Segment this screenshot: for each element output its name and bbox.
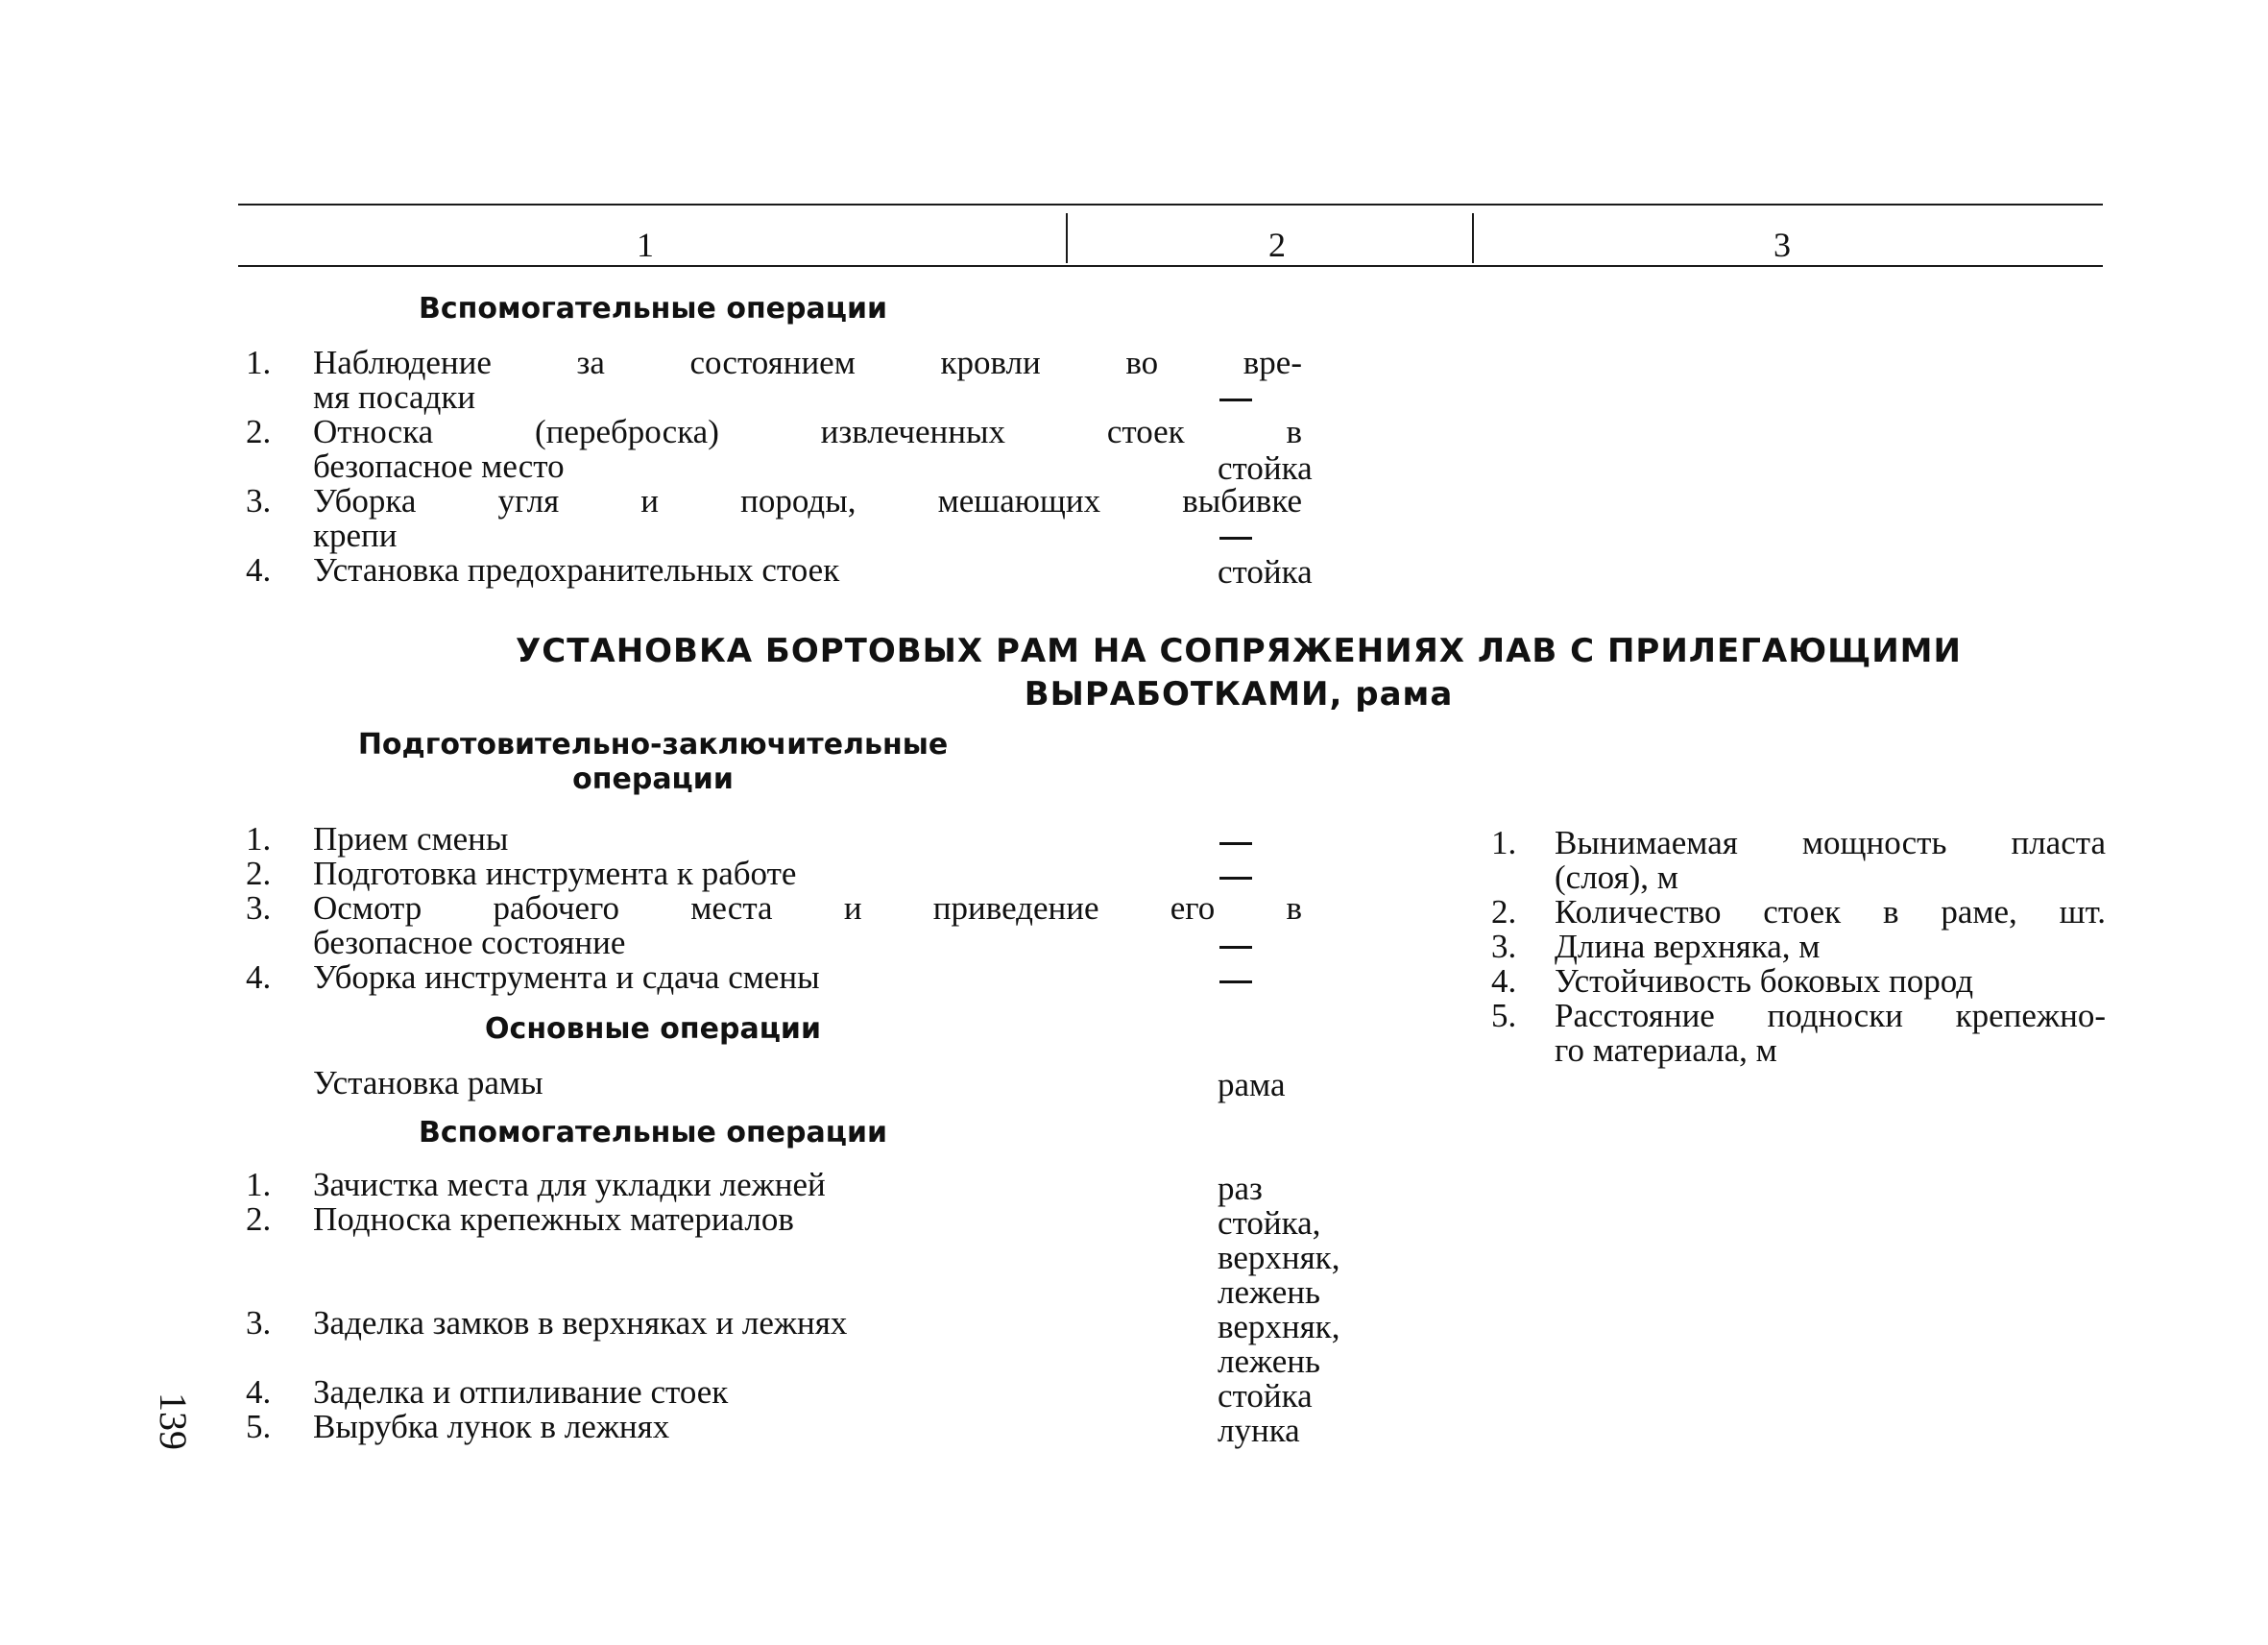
item-number: 3. [246,482,272,520]
factor-text: Расстояние подноски крепежно- го материала, м [1555,997,2106,1069]
item-text: Наблюдение за состоянием кровли во вре- мя посадки [313,344,1302,416]
item-number: 1. [246,820,272,858]
item-number: 4. [246,1373,272,1411]
item-text: Уборка угля и породы, мешающих выбивке крепи [313,482,1302,554]
item-text: Заделка замков в верхняках и лежнях [313,1304,848,1342]
main-title-line-1: УСТАНОВКА БОРТОВЫХ РАМ НА СОПРЯЖЕНИЯХ ЛАВ С ПРИЛЕГАЮЩИМИ [516,632,1962,670]
main-title-line-2: ВЫРАБОТКАМИ, рама [1024,675,1454,714]
factor-number: 1. [1491,824,1517,861]
unit-label: стойка [1218,1377,1313,1415]
unit-label: лунка [1218,1412,1300,1449]
header-divider-2 [1472,213,1474,263]
item-number: 2. [246,1200,272,1238]
unit-label: стойка [1218,449,1313,487]
item-text: Уборка инструмента и сдача смены [313,958,820,996]
factor-text: Вынимаемая мощность пласта (слоя), м [1555,824,2106,896]
item-text: Подноска крепежных материалов [313,1200,794,1238]
header-divider-1 [1066,213,1068,263]
item-text: Подготовка инструмента к работе [313,855,797,892]
item-number: 4. [246,551,272,589]
item-text: Вырубка лунок в лежнях [313,1408,670,1445]
section-title-main: Основные операции [485,1012,821,1046]
factor-text: Длина верхняка, м [1555,928,1821,965]
factor-number: 3. [1491,928,1517,965]
page-number: 139 [152,1392,195,1450]
item-number: 4. [246,958,272,996]
column-header-3: 3 [1773,226,1791,264]
unit-label: верхняк, лежень [1218,1308,1340,1380]
column-header-2: 2 [1268,226,1286,264]
item-text: Прием смены [313,820,509,858]
section-title-auxiliary-2: Вспомогательные операции [418,1116,888,1149]
item-number: 1. [246,344,272,381]
unit-dash [1219,946,1252,949]
item-text: Осмотр рабочего места и приведение его в безопасное состояние [313,889,1302,961]
unit-label: стойка [1218,553,1313,591]
unit-dash [1219,877,1252,880]
item-text: Установка предохранительных стоек [313,551,840,589]
item-text: Установка рамы [313,1064,543,1101]
unit-dash [1219,537,1252,540]
unit-dash [1219,980,1252,983]
unit-label: рама [1218,1066,1286,1103]
header-top-rule [238,204,2103,206]
item-text: Зачистка места для укладки лежней [313,1166,826,1203]
section-title-preparatory: Подготовительно-заключительные [357,728,949,762]
factor-text: Количество стоек в раме, шт. [1555,893,2106,931]
item-number: 1. [246,1166,272,1203]
item-text: Заделка и отпиливание стоек [313,1373,729,1411]
item-number: 2. [246,413,272,450]
section-title-preparatory-2: операции [572,762,734,796]
unit-dash [1219,399,1252,401]
item-number: 5. [246,1408,272,1445]
factor-number: 4. [1491,962,1517,1000]
header-bottom-rule [238,265,2103,267]
item-text: Относка (переброска) извлеченных стоек в безопасное место [313,413,1302,485]
factor-text: Устойчивость боковых пород [1555,962,1974,1000]
item-number: 3. [246,1304,272,1342]
column-header-1: 1 [637,226,654,264]
unit-label: стойка, верхняк, лежень [1218,1204,1340,1311]
section-title-auxiliary-1: Вспомогательные операции [418,292,888,326]
factor-number: 5. [1491,997,1517,1034]
unit-dash [1219,842,1252,845]
unit-label: раз [1218,1170,1263,1207]
item-number: 3. [246,889,272,927]
item-number: 2. [246,855,272,892]
factor-number: 2. [1491,893,1517,931]
